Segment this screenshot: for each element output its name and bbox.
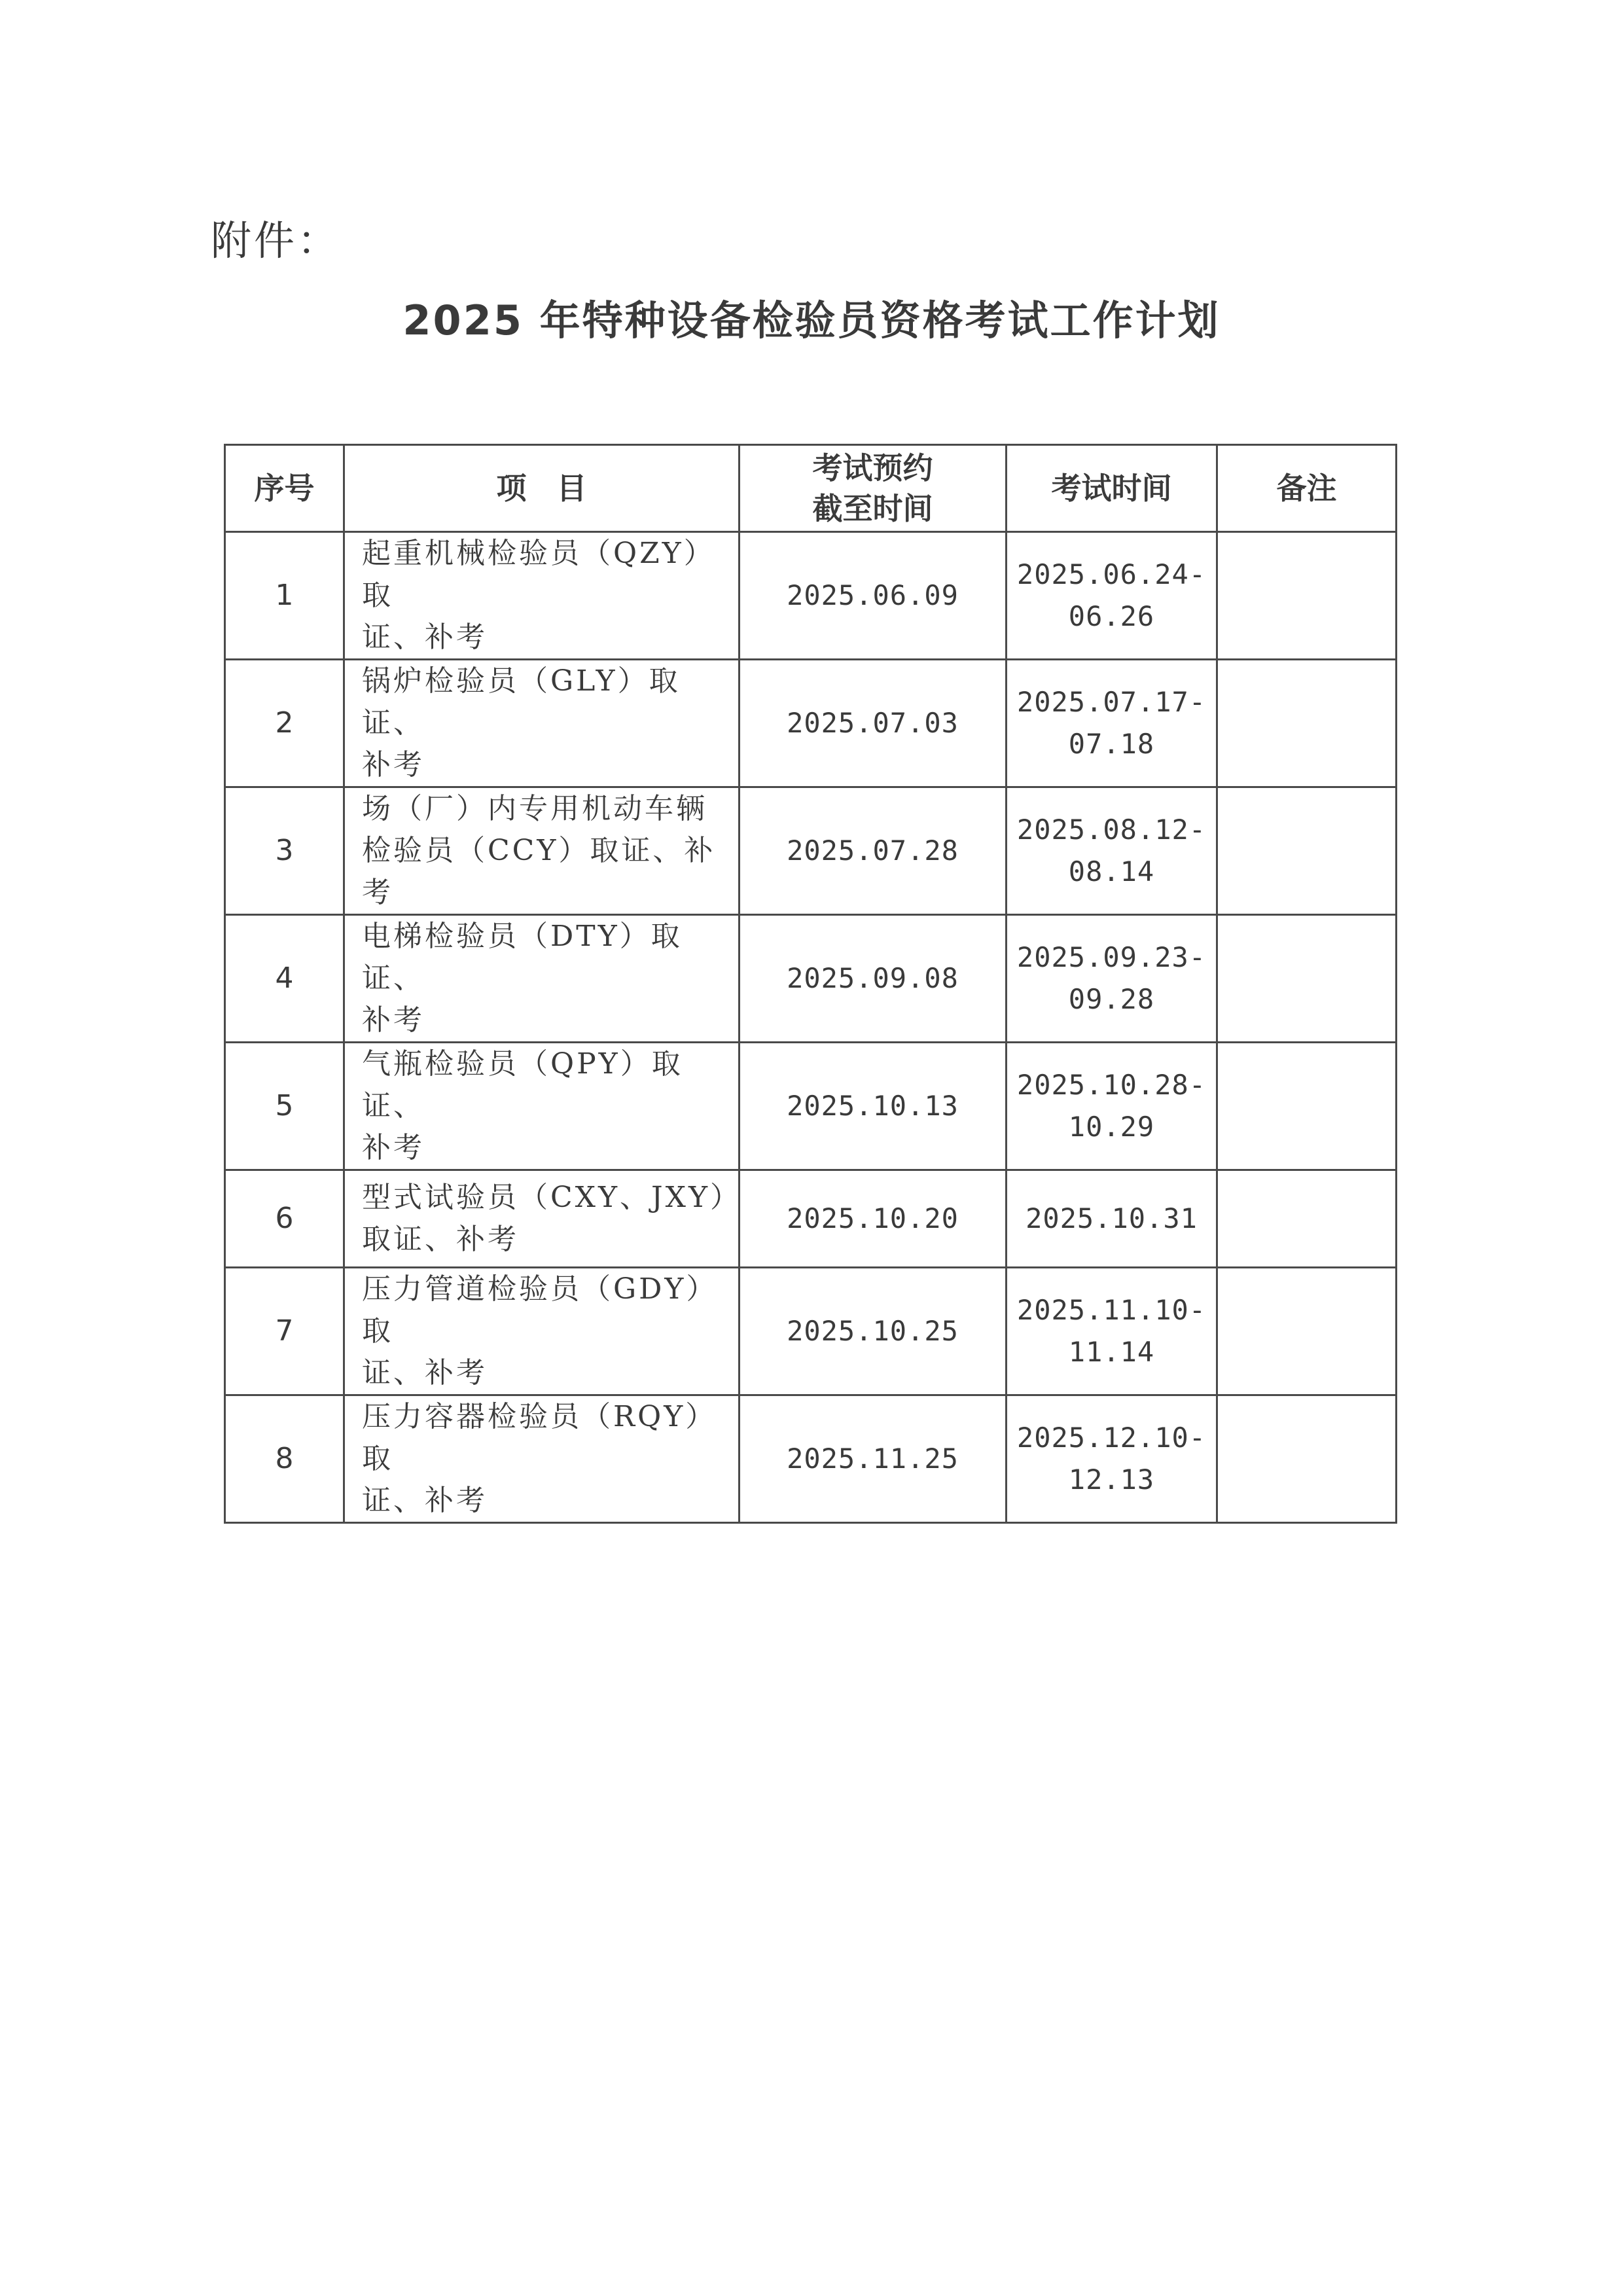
exam-time-line1: 2025.06.24-	[1016, 558, 1207, 590]
document-title: 2025 年特种设备检验员资格考试工作计划	[402, 296, 1221, 344]
exam-item-line2: 补考	[362, 748, 425, 781]
remarks	[1217, 660, 1397, 787]
exam-time	[1007, 1395, 1217, 1523]
header-item: 项 目	[344, 445, 740, 532]
exam-item	[344, 1268, 740, 1395]
remarks	[1217, 532, 1397, 660]
exam-time-line2: 10.29	[1068, 1111, 1155, 1143]
exam-time-line2: 06.26	[1068, 600, 1155, 632]
exam-time-line2: 12.13	[1068, 1463, 1155, 1496]
table-row	[225, 1043, 1397, 1170]
header-no: 序号	[225, 445, 344, 532]
exam-time-line1: 2025.12.10-	[1016, 1422, 1207, 1454]
exam-time	[1007, 915, 1217, 1043]
row-number: 3	[225, 787, 344, 915]
booking-deadline: 2025.11.25	[740, 1395, 1007, 1523]
booking-deadline: 2025.07.28	[740, 787, 1007, 915]
booking-deadline: 2025.10.25	[740, 1268, 1007, 1395]
exam-time-line2: 09.28	[1068, 983, 1155, 1015]
exam-item-line2: 证、补考	[362, 1484, 488, 1517]
header-exam-time: 考试时间	[1007, 445, 1217, 532]
table-body	[225, 532, 1397, 1523]
exam-time	[1007, 1170, 1217, 1268]
header-deadline-line2: 截至时间	[812, 491, 933, 526]
exam-time-line1: 2025.07.17-	[1016, 686, 1207, 718]
booking-deadline: 2025.06.09	[740, 532, 1007, 660]
exam-item	[344, 660, 740, 787]
exam-item-line1: 锅炉检验员（GLY）取证、	[362, 664, 681, 740]
exam-item-line1: 电梯检验员（DTY）取证、	[362, 920, 683, 995]
exam-time-line1: 2025.11.10-	[1016, 1294, 1207, 1326]
booking-deadline: 2025.10.20	[740, 1170, 1007, 1268]
table-row	[225, 787, 1397, 915]
exam-time	[1007, 1268, 1217, 1395]
exam-time-line2: 11.14	[1068, 1336, 1155, 1368]
exam-item	[344, 1043, 740, 1170]
row-number: 2	[225, 660, 344, 787]
exam-time-line1: 2025.10.31	[1026, 1202, 1198, 1234]
exam-item-line2: 补考	[362, 1131, 425, 1164]
exam-item	[344, 532, 740, 660]
remarks	[1217, 1268, 1397, 1395]
exam-item-line1: 场（厂）内专用机动车辆	[362, 792, 707, 825]
header-remarks: 备注	[1217, 445, 1397, 532]
exam-time-line1: 2025.08.12-	[1016, 814, 1207, 846]
exam-item	[344, 915, 740, 1043]
exam-item	[344, 1395, 740, 1523]
remarks	[1217, 1170, 1397, 1268]
row-number: 7	[225, 1268, 344, 1395]
header-deadline-line1: 考试预约	[812, 450, 933, 486]
exam-time-line1: 2025.09.23-	[1016, 941, 1207, 973]
row-number: 4	[225, 915, 344, 1043]
remarks	[1217, 1395, 1397, 1523]
remarks	[1217, 915, 1397, 1043]
exam-time-line2: 07.18	[1068, 728, 1155, 760]
row-number: 5	[225, 1043, 344, 1170]
exam-item-line2: 证、补考	[362, 620, 488, 654]
attachment-label: 附件：	[211, 217, 341, 264]
exam-item-line1: 型式试验员（CXY、JXY）	[362, 1181, 742, 1214]
exam-time	[1007, 660, 1217, 787]
exam-item-line2: 取证、补考	[362, 1223, 519, 1256]
remarks	[1217, 787, 1397, 915]
exam-item-line2: 证、补考	[362, 1356, 488, 1390]
exam-plan-table	[224, 444, 1397, 1524]
booking-deadline: 2025.07.03	[740, 660, 1007, 787]
exam-time	[1007, 532, 1217, 660]
table-row	[225, 915, 1397, 1043]
exam-item	[344, 1170, 740, 1268]
exam-item-line2: 补考	[362, 1003, 425, 1037]
exam-item-line1: 压力管道检验员（GDY）取	[362, 1272, 718, 1348]
booking-deadline: 2025.10.13	[740, 1043, 1007, 1170]
exam-time-line1: 2025.10.28-	[1016, 1069, 1207, 1101]
table-row	[225, 660, 1397, 787]
exam-time-line2: 08.14	[1068, 855, 1155, 888]
header-row	[225, 445, 1397, 532]
table-row	[225, 1395, 1397, 1523]
row-number: 6	[225, 1170, 344, 1268]
exam-item-line1: 压力容器检验员（RQY）取	[362, 1400, 717, 1475]
exam-item-line2: 检验员（CCY）取证、补考	[362, 834, 716, 909]
table-row	[225, 1170, 1397, 1268]
exam-time	[1007, 1043, 1217, 1170]
table-header	[225, 445, 1397, 532]
header-deadline	[740, 445, 1007, 532]
row-number: 1	[225, 532, 344, 660]
exam-time	[1007, 787, 1217, 915]
exam-item-line1: 气瓶检验员（QPY）取证、	[362, 1047, 683, 1122]
exam-item	[344, 787, 740, 915]
booking-deadline: 2025.09.08	[740, 915, 1007, 1043]
exam-item-line1: 起重机械检验员（QZY）取	[362, 537, 715, 612]
table-row	[225, 532, 1397, 660]
row-number: 8	[225, 1395, 344, 1523]
table-row	[225, 1268, 1397, 1395]
remarks	[1217, 1043, 1397, 1170]
